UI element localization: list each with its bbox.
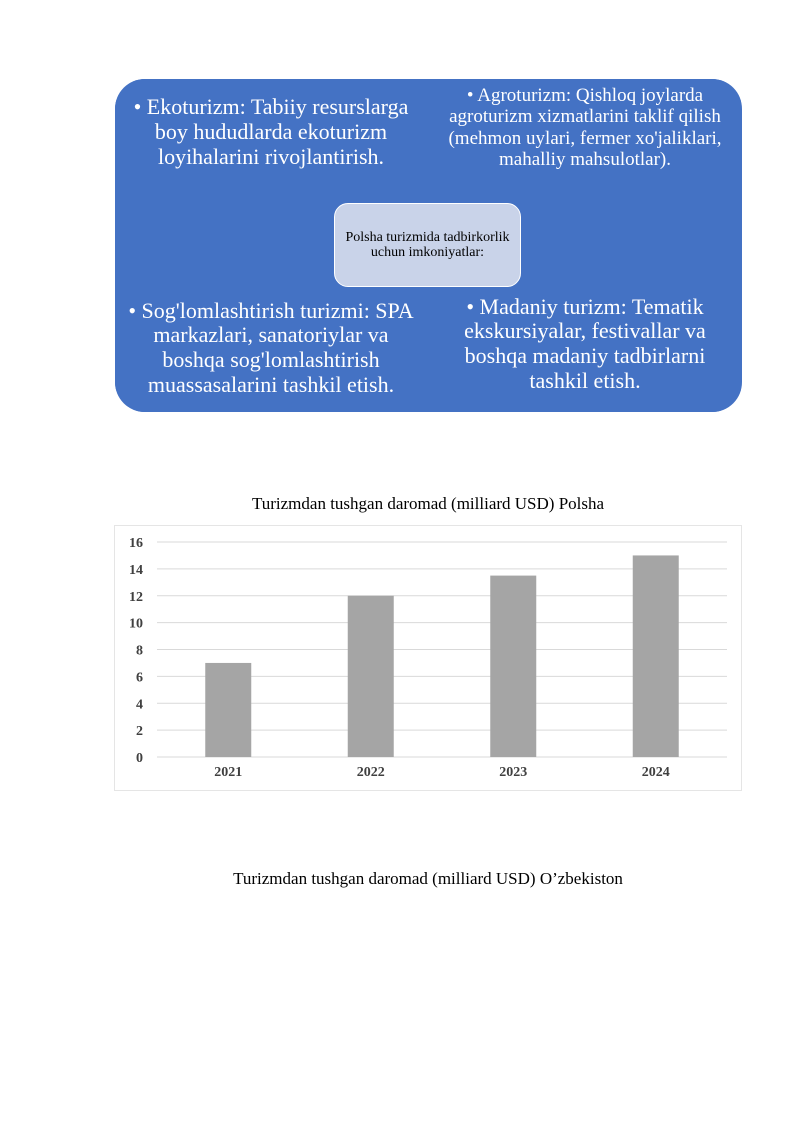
diagram-center-label [334,203,521,287]
y-tick-label: 14 [129,562,143,578]
wellness-tourism-text: • Sog'lomlashtirish turizmi: SPA markazlari, sanatoriylar va boshqa sog'lomlashtirish muassasalarini tashkil etish. [128,297,414,398]
poland-chart-caption: Turizmdan tushgan daromad (milliard USD) Polsha [251,494,605,513]
y-tick-label: 16 [129,536,143,551]
x-tick-label: 2023 [499,765,528,780]
bar-2021 [205,663,251,757]
y-tick-label: 12 [129,589,143,605]
agrotourism-text: • Agroturizm: Qishloq joylarda agroturizm xizmatlarini taklif qilish (mehmon uylari, fermer xo'jaliklari, mahalliy mahsulotlar). [448,85,722,171]
ecotourism-text: • Ekoturizm: Tabiiy resurslarga boy hududlarda ekoturizm loyihalarini rivojlantirish. [133,94,409,169]
y-tick-label: 0 [136,751,143,766]
x-tick-label: 2024 [641,765,670,780]
x-tick-label: 2022 [356,765,385,780]
y-tick-label: 8 [136,643,143,659]
x-tick-label: 2021 [214,765,243,780]
cultural-tourism-text: • Madaniy turizm: Tematik ekskursiyalar, festivallar va boshqa madaniy tadbirlarni tashkil etish. [464,293,706,394]
bar-2024 [633,555,679,757]
bar-chart-svg [115,526,741,790]
uzbekistan-chart-caption: Turizmdan tushgan daromad (milliard USD) O’zbekiston [233,869,623,888]
y-tick-label: 6 [136,670,143,686]
y-tick-label: 2 [136,724,143,740]
y-tick-label: 4 [136,697,143,713]
poland-revenue-chart [114,525,742,791]
bar-2022 [348,596,394,757]
diagram-center-text: Polsha turizmida tadbirkorlik uchun imkoniyatlar: [345,229,510,260]
y-tick-label: 10 [129,616,143,632]
bar-2023 [490,576,536,757]
